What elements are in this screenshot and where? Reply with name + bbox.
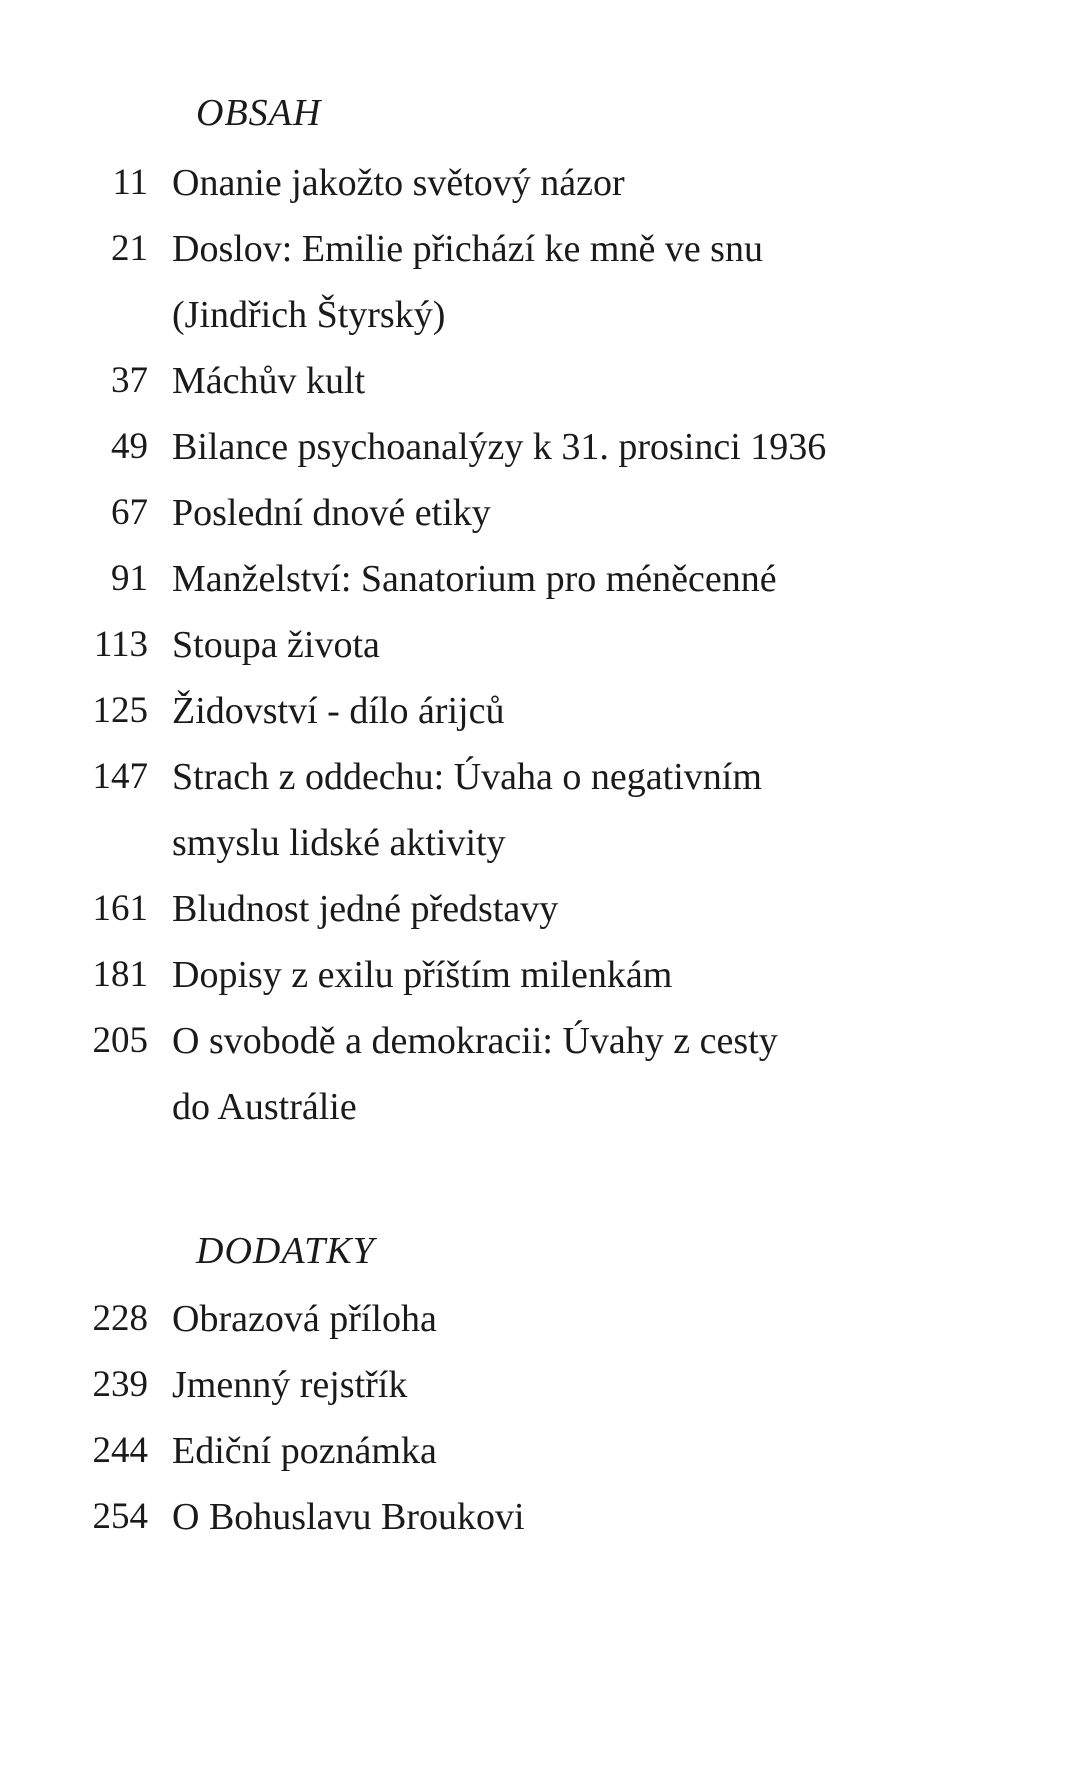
toc-title [172, 942, 1085, 1008]
toc-title [172, 1008, 1085, 1140]
toc-page-number: 228 [92, 1298, 148, 1339]
contents-heading: OBSAH [196, 92, 322, 134]
toc-title [172, 678, 1085, 744]
toc-entry [0, 612, 1085, 678]
toc-title-line: smyslu lidské aktivity [172, 822, 506, 864]
appendices-list [0, 1286, 1085, 1550]
toc-page-number: 205 [92, 1020, 148, 1061]
toc-page-number: 239 [92, 1364, 148, 1405]
toc-page-number: 11 [112, 162, 148, 203]
toc-title-line: Poslední dnové etiky [172, 492, 491, 534]
toc-page-number: 21 [111, 228, 148, 269]
toc-title [172, 876, 1085, 942]
toc-title-line: do Austrálie [172, 1086, 357, 1128]
toc-entry [0, 1484, 1085, 1550]
toc-entry [0, 744, 1085, 876]
toc-page-number: 91 [111, 558, 148, 599]
toc-title-line: Máchův kult [172, 360, 366, 402]
toc-title-line: Bludnost jedné představy [172, 888, 559, 930]
toc-page-number: 125 [92, 690, 148, 731]
toc-title [172, 150, 1085, 216]
toc-title-line: Onanie jakožto světový názor [172, 162, 625, 204]
toc-page-number: 147 [92, 756, 148, 797]
toc-title [172, 612, 1085, 678]
toc-page-number: 244 [92, 1430, 148, 1471]
toc-page-number: 254 [92, 1496, 148, 1537]
toc-title-line: Stoupa života [172, 624, 380, 666]
toc-title-line: O svobodě a demokracii: Úvahy z cesty [172, 1020, 778, 1062]
toc-page-number: 49 [111, 426, 148, 467]
appendices-heading: DODATKY [196, 1230, 375, 1272]
toc-title [172, 1418, 1085, 1484]
toc-title-line: Obrazová příloha [172, 1298, 437, 1340]
toc-title-line: (Jindřich Štyrský) [172, 294, 446, 336]
toc-title-line: O Bohuslavu Broukovi [172, 1496, 525, 1538]
toc-title-line: Jmenný rejstřík [172, 1364, 408, 1406]
toc-title-line: Židovství - dílo árijců [172, 690, 505, 732]
toc-title-line: Manželství: Sanatorium pro méněcenné [172, 558, 777, 600]
toc-title-line: Strach z oddechu: Úvaha o negativním [172, 756, 762, 798]
toc-title [172, 744, 1085, 876]
toc-title-line: Doslov: Emilie přichází ke mně ve snu [172, 228, 763, 270]
toc-title-line: Dopisy z exilu příštím milenkám [172, 954, 673, 996]
toc-entry [0, 678, 1085, 744]
toc-title [172, 1484, 1085, 1550]
toc-entry [0, 942, 1085, 1008]
toc-entry [0, 1008, 1085, 1140]
toc-title [172, 1286, 1085, 1352]
toc-title [172, 480, 1085, 546]
toc-entry [0, 348, 1085, 414]
toc-page-number: 37 [111, 360, 148, 401]
toc-title [172, 216, 1085, 348]
contents-list [0, 150, 1085, 1140]
toc-title [172, 546, 1085, 612]
toc-title-line: Ediční poznámka [172, 1430, 437, 1472]
toc-page-number: 181 [92, 954, 148, 995]
toc-entry [0, 216, 1085, 348]
toc-entry [0, 414, 1085, 480]
toc-page-number: 113 [93, 624, 148, 665]
toc-entry [0, 150, 1085, 216]
toc-page-number: 161 [92, 888, 148, 929]
toc-title [172, 414, 1085, 480]
toc-entry [0, 1286, 1085, 1352]
toc-title [172, 348, 1085, 414]
toc-entry [0, 546, 1085, 612]
toc-title [172, 1352, 1085, 1418]
toc-page-number: 67 [111, 492, 148, 533]
toc-entry [0, 1352, 1085, 1418]
toc-entry [0, 1418, 1085, 1484]
toc-entry [0, 480, 1085, 546]
toc-entry [0, 876, 1085, 942]
toc-title-line: Bilance psychoanalýzy k 31. prosinci 1936 [172, 426, 827, 468]
